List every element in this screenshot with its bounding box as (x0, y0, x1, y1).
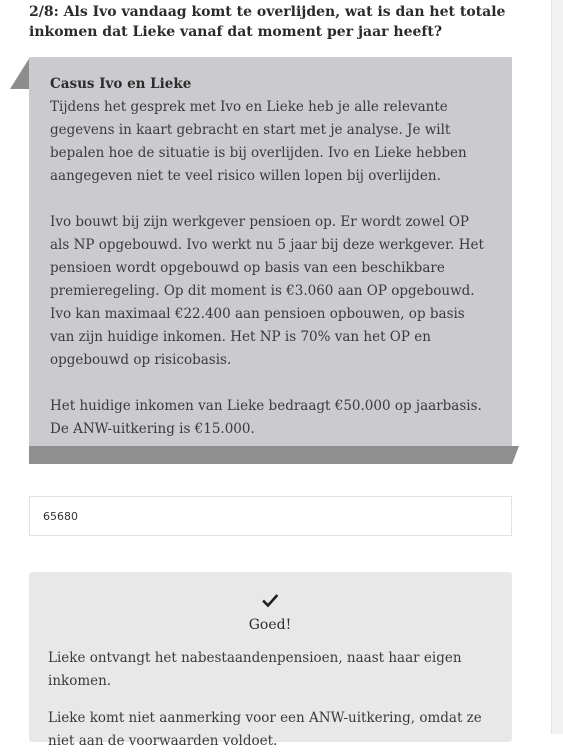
question-text: Als Ivo vandaag komt te overlijden, wat is dan het totale inkomen dat Lieke vanaf dat moment per jaar heeft? (29, 4, 506, 40)
casus-paragraph: Ivo bouwt bij zijn werkgever pensioen op. Er wordt zowel OP als NP opgebouwd. Ivo werkt nu 5 jaar bij deze werkgever. Het pensioen wordt opgebouwd op basis van een beschikbare premieregeling. Op dit moment is €3.060 aan OP opgebouwd. Ivo kan maximaal €22.400 aan pensioen opbouwen, op basis van zijn huidige inkomen. Het NP is 70% van het OP en opgebouwd op risicobasis. (50, 214, 484, 368)
scrollbar-track[interactable] (551, 0, 563, 734)
question-number: 2/8: (29, 4, 59, 20)
answer-input[interactable] (29, 496, 512, 536)
casus-paragraph: Het huidige inkomen van Lieke bedraagt €50.000 op jaarbasis. De ANW-uitkering is €15.000. (50, 398, 482, 437)
feedback-panel (29, 572, 512, 749)
casus-paragraph: Tijdens het gesprek met Ivo en Lieke heb je alle relevante gegevens in kaart gebracht en start met je analyse. Je wilt bepalen hoe de situatie is bij overlijden. Ivo en Lieke hebben aangegeven niet te veel risico willen lopen bij overlijden. (50, 99, 467, 184)
casus-ribbon-fold (10, 57, 30, 89)
checkmark-icon (261, 592, 279, 610)
feedback-line: Lieke komt niet aanmerking voor een ANW-uitkering, omdat ze niet aan de voorwaarden voldoet. (48, 710, 482, 749)
casus-title: Casus Ivo en Lieke (50, 76, 192, 92)
feedback-status: Goed! (248, 617, 292, 633)
casus-ribbon-bottom (29, 446, 519, 464)
feedback-line: Lieke ontvangt het nabestaandenpensioen, naast haar eigen inkomen. (48, 650, 462, 689)
casus-panel (29, 57, 512, 446)
question-heading (29, 2, 519, 42)
